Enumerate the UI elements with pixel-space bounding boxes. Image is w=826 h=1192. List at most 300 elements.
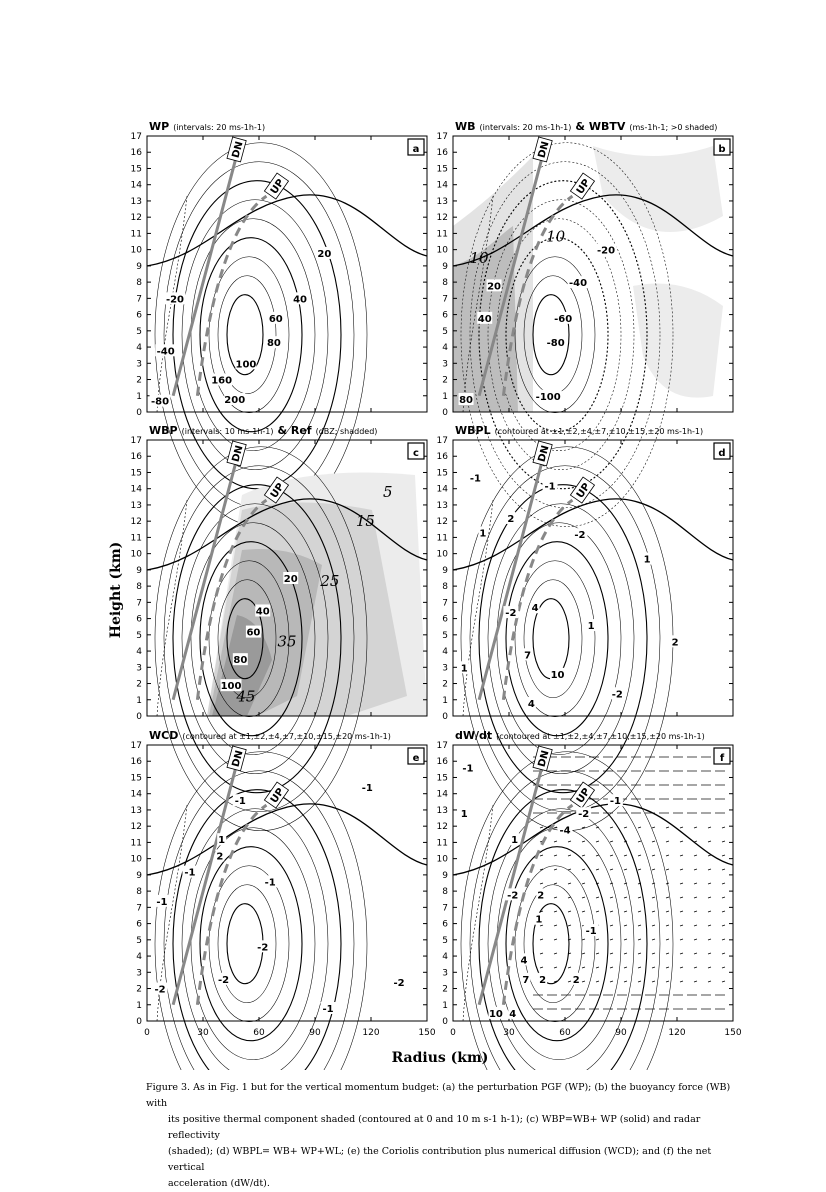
contour-lines (147, 752, 427, 1070)
wind-vector (596, 911, 599, 912)
wind-vector (568, 981, 571, 982)
wind-vector (540, 883, 543, 884)
dn-tag (533, 746, 552, 771)
panel-title (455, 729, 705, 742)
panel-title-main-2: & WBTV (575, 120, 626, 133)
caption-line-3: (shaded); (d) WBPL= WB+ WP+WL; (e) the Coriolis contribution plus numerical diffusion (WCD); and (f) the net vertical (168, 1146, 712, 1173)
dn-tag (227, 441, 246, 466)
wind-vector (596, 967, 599, 968)
dn-tag (227, 137, 246, 162)
shade-label: 25 (320, 572, 340, 591)
y-tick-label: 15 (130, 468, 142, 479)
panel-title-sub: (intervals: 20 ms-1h-1) (173, 123, 266, 132)
y-tick-label: 7 (442, 903, 448, 914)
y-tick-label: 5 (442, 630, 448, 641)
contour-label: -4 (559, 825, 571, 837)
wind-vector (652, 841, 655, 842)
contour-label: -60 (554, 313, 573, 325)
y-tick-label: 13 (130, 805, 142, 816)
wind-vector (680, 897, 683, 898)
wind-vector (722, 897, 725, 898)
y-tick-label: 5 (442, 326, 448, 337)
y-tick-label: 7 (136, 294, 142, 305)
wind-vector (568, 925, 571, 926)
contour-label: -1 (361, 783, 373, 795)
y-tick-label: 8 (442, 887, 448, 898)
panel-title-main: dW/dt (455, 729, 493, 742)
contour-label: 4 (531, 603, 539, 615)
wind-vector (652, 827, 655, 828)
contour-label: -40 (569, 278, 588, 290)
wind-vector (694, 981, 697, 982)
y-tick-label: 14 (130, 180, 142, 191)
dn-tag-label: DN (536, 140, 552, 160)
wind-vector (722, 883, 725, 884)
dn-tag-label: DN (536, 444, 552, 464)
wind-vector (540, 855, 543, 856)
contour-label: 100 (235, 359, 257, 371)
contour-label: -1 (544, 481, 556, 493)
y-tick-label: 16 (130, 148, 142, 159)
contour-line (470, 771, 660, 1070)
y-tick-label: 9 (442, 870, 448, 881)
y-tick-label: 4 (136, 647, 142, 658)
caption-line-1: Figure 3. As in Fig. 1 but for the vertical momentum budget: (a) the perturbation PGF (WP); (b) the buoyancy force (WB) with (146, 1082, 731, 1109)
wind-vector (638, 869, 641, 870)
contour-label: -20 (597, 245, 616, 257)
wind-vector (554, 967, 557, 968)
wind-vector (610, 981, 613, 982)
contour-label: 2 (537, 890, 545, 902)
contour-label: 1 (587, 621, 595, 633)
wind-vector (666, 925, 669, 926)
y-tick-label: 17 (436, 741, 448, 751)
x-tick-label: 0 (144, 1028, 150, 1038)
contour-label: -1 (322, 1004, 334, 1016)
wind-vector (540, 939, 543, 940)
contour-label: -2 (257, 942, 269, 954)
up-tag-label: UP (268, 481, 287, 501)
y-tick-label: 12 (436, 822, 448, 833)
y-tick-label: 0 (442, 712, 448, 722)
y-tick-label: 8 (442, 582, 448, 593)
y-tick-label: 6 (136, 310, 142, 321)
downdraft-line (479, 764, 545, 1004)
y-tick-label: 2 (136, 375, 142, 386)
wind-vector (680, 911, 683, 912)
y-tick-label: 16 (436, 452, 448, 463)
wind-vector (722, 869, 725, 870)
thermal-shade-patch (593, 144, 726, 232)
wind-vector (582, 953, 585, 954)
wind-vector (652, 981, 655, 982)
y-tick-label: 15 (130, 773, 142, 784)
wind-vector (568, 967, 571, 968)
wind-vector (708, 925, 711, 926)
caption-line-4: acceleration (dW/dt). (168, 1178, 270, 1189)
x-axis-label: Radius (km) (391, 1050, 489, 1066)
dn-tag-label: DN (230, 444, 246, 464)
wind-vector (652, 925, 655, 926)
plot-frame (147, 136, 427, 412)
wind-vector (666, 841, 669, 842)
wind-vector (610, 967, 613, 968)
wind-vector (680, 981, 683, 982)
dn-tag (533, 441, 552, 466)
wind-vector (638, 939, 641, 940)
contour-label: 60 (246, 627, 261, 639)
y-tick-label: 17 (130, 741, 142, 751)
wind-vector (554, 911, 557, 912)
contour-label: 1 (218, 835, 226, 847)
panel-title-sub-2: (ms-1h-1; >0 shaded) (629, 123, 718, 132)
panel-title-main: WBPL (455, 424, 491, 437)
wind-vector (596, 855, 599, 856)
wind-vector (624, 939, 627, 940)
y-tick-label: 8 (136, 278, 142, 289)
y-tick-label: 7 (136, 598, 142, 609)
y-tick-label: 11 (130, 838, 142, 849)
y-tick-label: 13 (130, 500, 142, 511)
negative-contour (157, 500, 187, 716)
contour-line (533, 295, 569, 375)
shade-label: 10 (469, 248, 489, 267)
plot-frame (453, 440, 733, 716)
y-tick-label: 8 (136, 582, 142, 593)
wind-vector (722, 939, 725, 940)
wind-vector (694, 911, 697, 912)
y-tick-label: 3 (136, 968, 142, 979)
contour-label: 7 (522, 974, 530, 986)
contour-label: 10 (488, 1008, 503, 1020)
x-tick-label: 30 (503, 1028, 515, 1038)
wind-vector (708, 953, 711, 954)
wind-vector (554, 897, 557, 898)
contour-line (461, 752, 673, 1070)
y-tick-label: 0 (442, 408, 448, 418)
up-tag (570, 173, 594, 199)
contour-label: 80 (459, 395, 474, 407)
y-tick-label: 6 (136, 614, 142, 625)
wind-vector (624, 897, 627, 898)
wind-vector (694, 869, 697, 870)
downdraft-line (479, 459, 542, 699)
y-tick-label: 0 (136, 712, 142, 722)
y-tick-label: 12 (436, 517, 448, 528)
wind-vector (610, 925, 613, 926)
x-tick-label: 90 (309, 1028, 321, 1038)
y-tick-label: 3 (442, 663, 448, 674)
y-tick-label: 12 (130, 213, 142, 224)
panel-title (455, 120, 717, 133)
y-tick-label: 14 (436, 180, 448, 191)
contour-label: 40 (477, 313, 492, 325)
contour-label: 60 (268, 313, 283, 325)
y-tick-label: 12 (130, 517, 142, 528)
y-tick-label: 5 (136, 630, 142, 641)
y-tick-label: 3 (136, 359, 142, 370)
wind-vector (582, 869, 585, 870)
wind-vector (652, 869, 655, 870)
contour-line (155, 752, 367, 1070)
wind-vector (652, 897, 655, 898)
y-tick-label: 0 (136, 408, 142, 418)
contour-label: -20 (165, 294, 185, 306)
contour-line (479, 485, 647, 793)
wind-vector (554, 841, 557, 842)
wind-vector (596, 897, 599, 898)
panel-c (131, 424, 427, 831)
dn-tag-label: DN (536, 749, 552, 769)
wind-vector (596, 953, 599, 954)
y-tick-label: 13 (130, 196, 142, 207)
wind-vector (624, 911, 627, 912)
y-tick-label: 15 (436, 468, 448, 479)
wind-vector (694, 883, 697, 884)
contour-label: 7 (524, 650, 532, 662)
wind-vector (540, 967, 543, 968)
contour-label: -1 (469, 473, 481, 485)
contour-line (164, 162, 354, 508)
wind-vector (652, 967, 655, 968)
panel-f (437, 729, 742, 1070)
wind-vector (554, 939, 557, 940)
wind-vector (708, 911, 711, 912)
up-tag (264, 173, 288, 199)
contour-label: 4 (527, 699, 535, 711)
y-tick-label: 17 (130, 132, 142, 142)
caption-line-2: its positive thermal component shaded (contoured at 0 and 10 m s-1 h-1); (c) WBP=WB+ WP (solid) and radar reflectivity (168, 1114, 701, 1141)
wind-vector (666, 939, 669, 940)
wind-vector (722, 967, 725, 968)
contour-line (506, 847, 608, 1041)
wind-vector (680, 925, 683, 926)
y-tick-label: 1 (442, 1000, 448, 1011)
panel-title-main: WP (149, 120, 170, 133)
y-tick-label: 12 (436, 213, 448, 224)
contour-label: 1 (479, 528, 487, 540)
wind-vector (624, 967, 627, 968)
wind-vector (722, 827, 725, 828)
wind-vector (624, 981, 627, 982)
y-tick-label: 5 (136, 935, 142, 946)
wind-vector (694, 897, 697, 898)
contour-label: 2 (671, 637, 679, 649)
panel-title-sub: (contoured at ±1,±2,±4,±7,±10,±15,±20 ms-1h-1) (496, 732, 705, 741)
contour-label: -2 (393, 978, 405, 990)
wind-vector (666, 981, 669, 982)
shade-label: 10 (546, 227, 566, 246)
contour-lines (453, 752, 733, 1070)
y-tick-label: 7 (442, 598, 448, 609)
contour-label: -1 (264, 877, 276, 889)
y-tick-label: 1 (442, 695, 448, 706)
thermal-shade-patch (633, 284, 723, 398)
wind-vector (582, 967, 585, 968)
panel-title (149, 729, 391, 742)
contour-label: 80 (233, 655, 248, 667)
contour-line (506, 542, 608, 736)
wind-vector (680, 855, 683, 856)
wind-vector (610, 953, 613, 954)
wind-vector (624, 869, 627, 870)
contour-label: 40 (293, 294, 308, 306)
panel-letter: b (718, 144, 726, 155)
wind-vector (610, 911, 613, 912)
contour-line (470, 466, 660, 812)
y-tick-label: 6 (442, 919, 448, 930)
wind-vector (680, 869, 683, 870)
contour-line (209, 866, 289, 1022)
panel-letter: f (719, 753, 725, 764)
y-tick-label: 16 (130, 452, 142, 463)
x-tick-label: 60 (253, 1028, 265, 1038)
y-tick-label: 4 (442, 343, 448, 354)
y-tick-label: 10 (130, 854, 142, 865)
panel-title (149, 424, 377, 437)
contour-label: -2 (217, 974, 230, 986)
y-tick-label: 9 (442, 565, 448, 576)
wind-vector (708, 967, 711, 968)
y-tick-label: 14 (130, 484, 142, 495)
y-tick-label: 5 (136, 326, 142, 337)
contour-label: 4 (509, 1008, 517, 1020)
wind-vector (694, 939, 697, 940)
wind-vector (596, 841, 599, 842)
contour-label: 100 (220, 681, 242, 693)
y-tick-label: 4 (442, 952, 448, 963)
wind-vector (708, 883, 711, 884)
x-tick-label: 0 (450, 1028, 456, 1038)
y-tick-label: 10 (436, 854, 448, 865)
y-tick-label: 10 (130, 549, 142, 560)
wind-vector (708, 897, 711, 898)
wind-vector (680, 939, 683, 940)
x-tick-label: 150 (418, 1028, 436, 1038)
contour-label: 200 (224, 395, 246, 407)
y-tick-label: 14 (130, 789, 142, 800)
contour-label: 20 (317, 248, 332, 260)
wind-vector (582, 939, 585, 940)
y-tick-label: 1 (136, 391, 142, 402)
zero-contour (147, 804, 427, 875)
wind-vector (694, 855, 697, 856)
wind-vector (582, 883, 585, 884)
panel-title-sub: (contoured at ±1,±2,±4,±7,±10,±15,±20 ms-1h-1) (494, 427, 704, 436)
up-tag-label: UP (574, 786, 593, 806)
panel-d (437, 424, 733, 831)
y-tick-label: 2 (442, 984, 448, 995)
y-tick-label: 13 (436, 805, 448, 816)
contour-label: 20 (283, 574, 298, 585)
y-tick-label: 8 (442, 278, 448, 289)
wind-vector (722, 925, 725, 926)
y-tick-label: 11 (130, 533, 142, 544)
y-tick-label: 6 (442, 614, 448, 625)
panel-a (131, 120, 427, 527)
downdraft-line (173, 155, 236, 395)
contour-label: 10 (550, 669, 565, 681)
y-tick-label: 10 (436, 549, 448, 560)
y-tick-label: 15 (436, 773, 448, 784)
wind-vector (666, 911, 669, 912)
contour-label: -40 (156, 346, 175, 358)
wind-vector (582, 897, 585, 898)
y-tick-label: 11 (436, 229, 448, 240)
y-tick-label: 1 (136, 1000, 142, 1011)
panel-title-sub-2: (dBZ; shadded) (315, 427, 378, 436)
wind-vector (680, 883, 683, 884)
wind-vector (568, 855, 571, 856)
y-tick-label: 4 (442, 647, 448, 658)
contour-label: 2 (507, 513, 515, 525)
contour-label: -80 (151, 396, 170, 408)
up-tag (570, 477, 594, 503)
panel-title-sub: (intervals: 20 ms-1h-1) (479, 123, 572, 132)
wind-vector (610, 855, 613, 856)
wind-vector (638, 953, 641, 954)
y-tick-label: 13 (436, 500, 448, 511)
panel-e (131, 729, 436, 1070)
wind-vector (722, 855, 725, 856)
wind-vector (652, 883, 655, 884)
wind-vector (694, 925, 697, 926)
wind-vector (638, 841, 641, 842)
y-tick-label: 11 (436, 533, 448, 544)
contour-label: 1 (460, 663, 468, 675)
y-tick-label: 2 (136, 984, 142, 995)
y-tick-label: 9 (442, 261, 448, 272)
x-tick-label: 120 (668, 1028, 686, 1038)
wind-vector (694, 967, 697, 968)
y-tick-label: 16 (130, 757, 142, 768)
wind-vector (708, 981, 711, 982)
y-tick-label: 15 (436, 164, 448, 175)
y-tick-label: 15 (130, 164, 142, 175)
wind-vector (554, 883, 557, 884)
contour-label: 1 (460, 809, 468, 821)
wind-vector (610, 897, 613, 898)
wind-vector (540, 827, 543, 828)
wind-vector (722, 911, 725, 912)
wind-vector (708, 841, 711, 842)
wind-vector (582, 855, 585, 856)
wind-vector (624, 953, 627, 954)
contour-line (515, 561, 595, 717)
panel-title-main: WCD (149, 729, 179, 742)
wind-vector (680, 841, 683, 842)
figure-caption (146, 1080, 746, 1192)
dn-tag (227, 746, 246, 771)
negative-contour (460, 500, 493, 716)
contour-label: 2 (216, 851, 224, 863)
wind-vector (638, 925, 641, 926)
contour-line (164, 771, 354, 1070)
plot-frame (453, 745, 733, 1021)
contour-label: -1 (156, 896, 168, 908)
contour-label: 20 (487, 281, 502, 293)
y-tick-label: 10 (130, 245, 142, 256)
panel-letter: c (413, 448, 419, 459)
wind-vector (596, 939, 599, 940)
contour-label: 2 (572, 974, 580, 986)
x-tick-label: 120 (362, 1028, 380, 1038)
y-tick-label: 7 (442, 294, 448, 305)
y-tick-label: 1 (136, 695, 142, 706)
zero-contour (453, 499, 733, 570)
wind-vector (610, 827, 613, 828)
downdraft-line (173, 764, 236, 1004)
